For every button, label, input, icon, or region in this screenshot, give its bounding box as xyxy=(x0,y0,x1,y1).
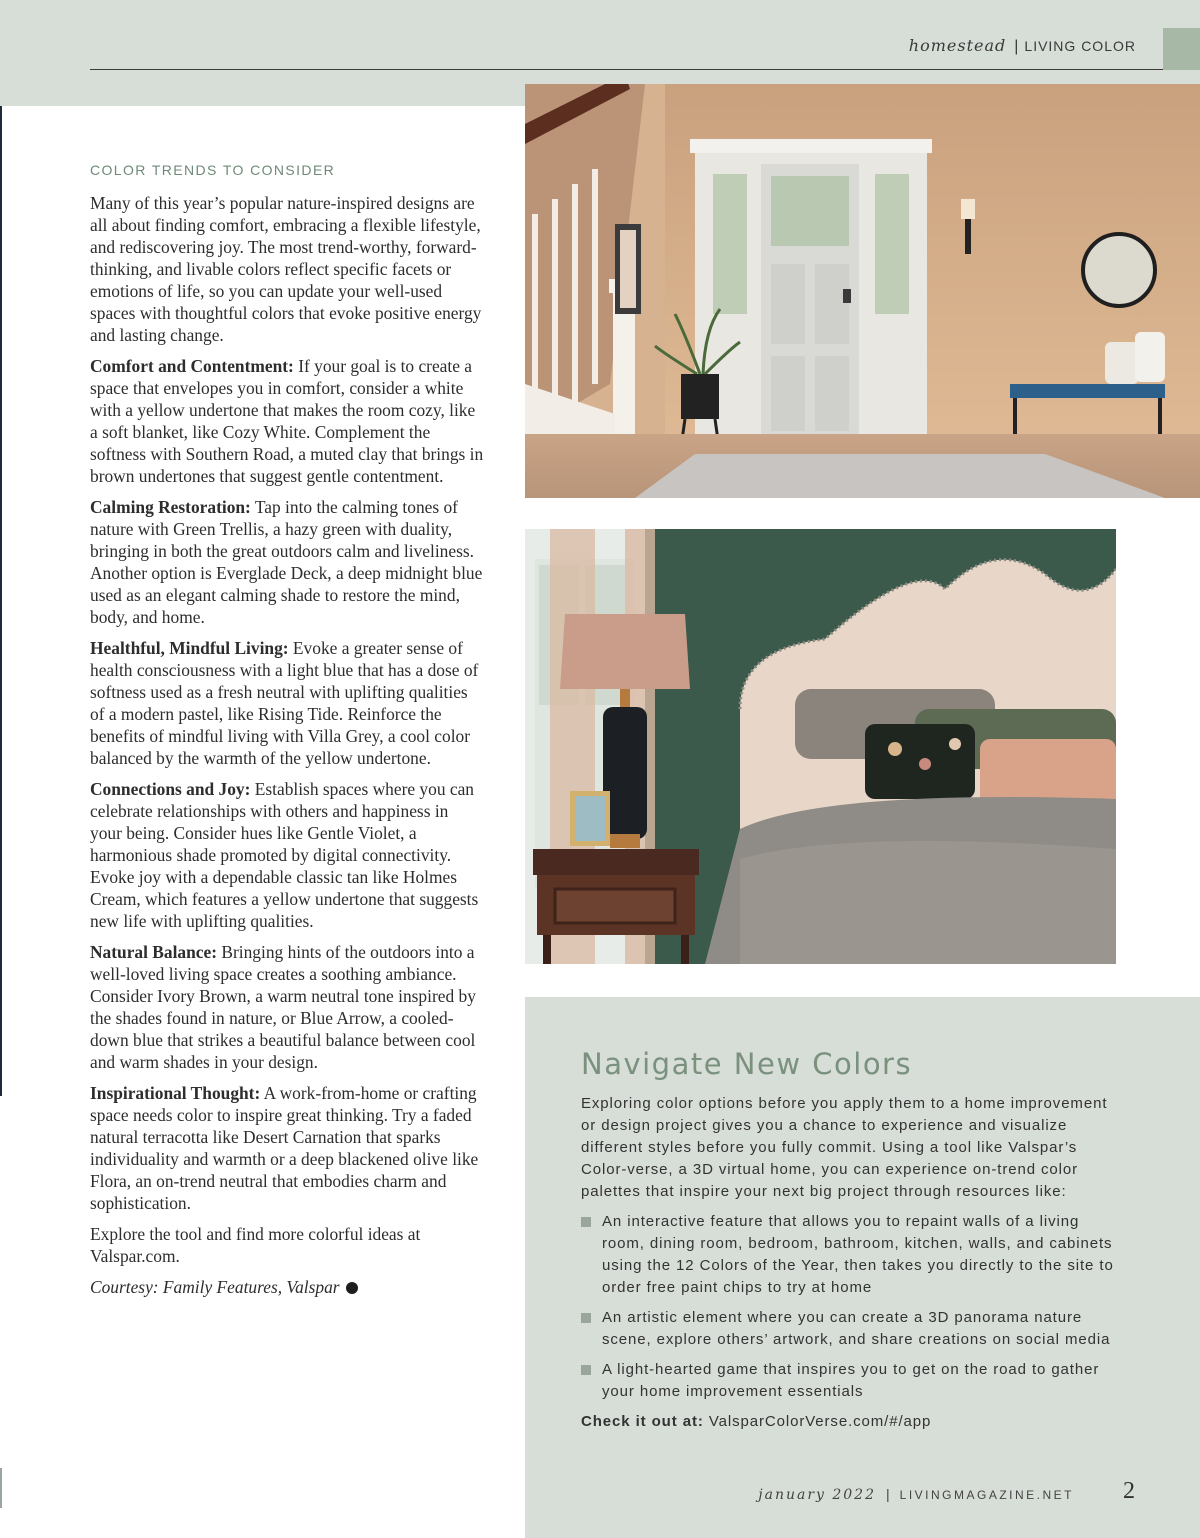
article-paragraph xyxy=(90,778,484,932)
page-edge-line-bottom xyxy=(0,1468,2,1508)
paragraph-heading: Inspirational Thought: xyxy=(90,1083,261,1103)
article-paragraph xyxy=(90,1082,484,1214)
header-accent-tab xyxy=(1163,28,1200,70)
call-to-action xyxy=(581,1411,1121,1433)
square-bullet-icon xyxy=(581,1313,591,1323)
sidebar-title: Navigate New Colors xyxy=(581,1047,913,1081)
article-paragraph xyxy=(90,496,484,628)
square-bullet-icon xyxy=(581,1217,591,1227)
paragraph-text: Tap into the calming tones of nature with Green Trellis, a hazy green with duality, bringing in both the great outdoors calm and liveliness. Another option is Everglade Deck, a deep midnight blue used as an elegant calming shade to restore the mind, body, and home. xyxy=(90,497,483,627)
paragraph-heading: Natural Balance: xyxy=(90,942,218,962)
page-footer xyxy=(758,1486,1074,1503)
cta-label: Check it out at: xyxy=(581,1413,704,1430)
square-bullet-icon xyxy=(581,1365,591,1375)
article-paragraph xyxy=(90,637,484,769)
entryway-photo xyxy=(525,84,1200,498)
sidebar-body xyxy=(581,1093,1121,1441)
magazine-section-brand: homestead xyxy=(908,36,1007,55)
section-name: LIVING COLOR xyxy=(1024,38,1136,54)
article-closing: Explore the tool and find more colorful ideas at Valspar.com. xyxy=(90,1224,421,1266)
cta-url[interactable]: ValsparColorVerse.com/#/app xyxy=(703,1413,932,1430)
list-item xyxy=(581,1307,1121,1351)
navigate-new-colors-sidebar xyxy=(525,997,1200,1538)
end-mark-icon xyxy=(346,1282,358,1294)
article-paragraph xyxy=(90,941,484,1073)
list-item-text: An interactive feature that allows you to repaint walls of a living room, dining room, bedroom, bathroom, kitchen, walls, and cabinets using the 12 Colors of the Year, then takes you directly to the site to order free paint chips to try at home xyxy=(602,1213,1114,1296)
sidebar-intro: Exploring color options before you apply them to a home improvement or design project gives you a chance to experience and visualize different styles before you fully commit. Using a tool like Valspar’s Color-verse, a 3D virtual home, you can experience on-trend color palettes that inspire your next big project through resources like: xyxy=(581,1095,1108,1200)
running-head-separator: | xyxy=(1014,38,1019,55)
resource-list xyxy=(581,1211,1121,1403)
page-number: 2 xyxy=(1123,1478,1135,1504)
paragraph-heading: Healthful, Mindful Living: xyxy=(90,638,289,658)
paragraph-text: Evoke a greater sense of health consciousness with a light blue that has a dose of softness used as a fresh neutral with uplifting qualities of a modern pastel, like Rising Tide. Reinforce the benefits of mindful living with Villa Grey, a cool color balanced by the warmth of the yellow undertone. xyxy=(90,638,479,768)
article-credit xyxy=(90,1276,484,1298)
bedroom-photo xyxy=(525,529,1116,964)
header-rule xyxy=(90,69,1163,70)
list-item-text: An artistic element where you can create a 3D panorama nature scene, explore others’ artwork, and share creations on social media xyxy=(602,1309,1111,1348)
paragraph-heading: Comfort and Contentment: xyxy=(90,356,294,376)
list-item-text: A light-hearted game that inspires you to get on the road to gather your home improvement essentials xyxy=(602,1361,1100,1400)
paragraph-heading: Connections and Joy: xyxy=(90,779,251,799)
paragraph-text: Establish spaces where you can celebrate relationships with others and happiness in your being. Consider hues like Gentle Violet, a harmonious shade promoted by digital connectivity. Evoke joy with a dependable classic tan like Holmes Cream, which features a yellow undertone that suggests new life with uplifting qualities. xyxy=(90,779,479,931)
credit-text: Courtesy: Family Features, Valspar xyxy=(90,1277,340,1297)
issue-date: january 2022 xyxy=(758,1487,876,1503)
article-paragraph xyxy=(90,355,484,487)
list-item xyxy=(581,1211,1121,1299)
article-column xyxy=(90,160,484,1307)
paragraph-text: If your goal is to create a space that envelopes you in comfort, consider a white with a yellow undertone that makes the room cozy, like a soft blanket, like Cozy White. Complement the softness with Southern Road, a muted clay that brings in brown undertones that suggest gentle contentment. xyxy=(90,356,484,486)
article-intro: Many of this year’s popular nature-inspired designs are all about finding comfort, embracing a flexible lifestyle, and rediscovering joy. The most trend-worthy, forward-thinking, and livable colors reflect specific facets or emotions of life, so you can update your well-used spaces with thoughtful colors that evoke positive energy and lasting change. xyxy=(90,193,482,345)
paragraph-text: Bringing hints of the outdoors into a well-loved living space creates a soothing ambiance. Consider Ivory Brown, a warm neutral tone inspired by the shades found in nature, or Blue Arrow, a cooled-down blue that strikes a beautiful balance between cool and warm shades in your design. xyxy=(90,942,476,1072)
paragraph-heading: Calming Restoration: xyxy=(90,497,251,517)
footer-separator: | xyxy=(886,1486,890,1502)
list-item xyxy=(581,1359,1121,1403)
running-head xyxy=(909,36,1136,56)
page-edge-line xyxy=(0,106,2,1096)
paragraph-text: A work-from-home or crafting space needs color to inspire great thinking. Try a faded natural terracotta like Desert Carnation that sparks individuality and warmth or a deep blackened olive like Flora, an on-trend neutral that embodies charm and sophistication. xyxy=(90,1083,479,1213)
magazine-website: LIVINGMAGAZINE.NET xyxy=(899,1488,1074,1502)
article-kicker: COLOR TRENDS TO CONSIDER xyxy=(90,162,336,178)
